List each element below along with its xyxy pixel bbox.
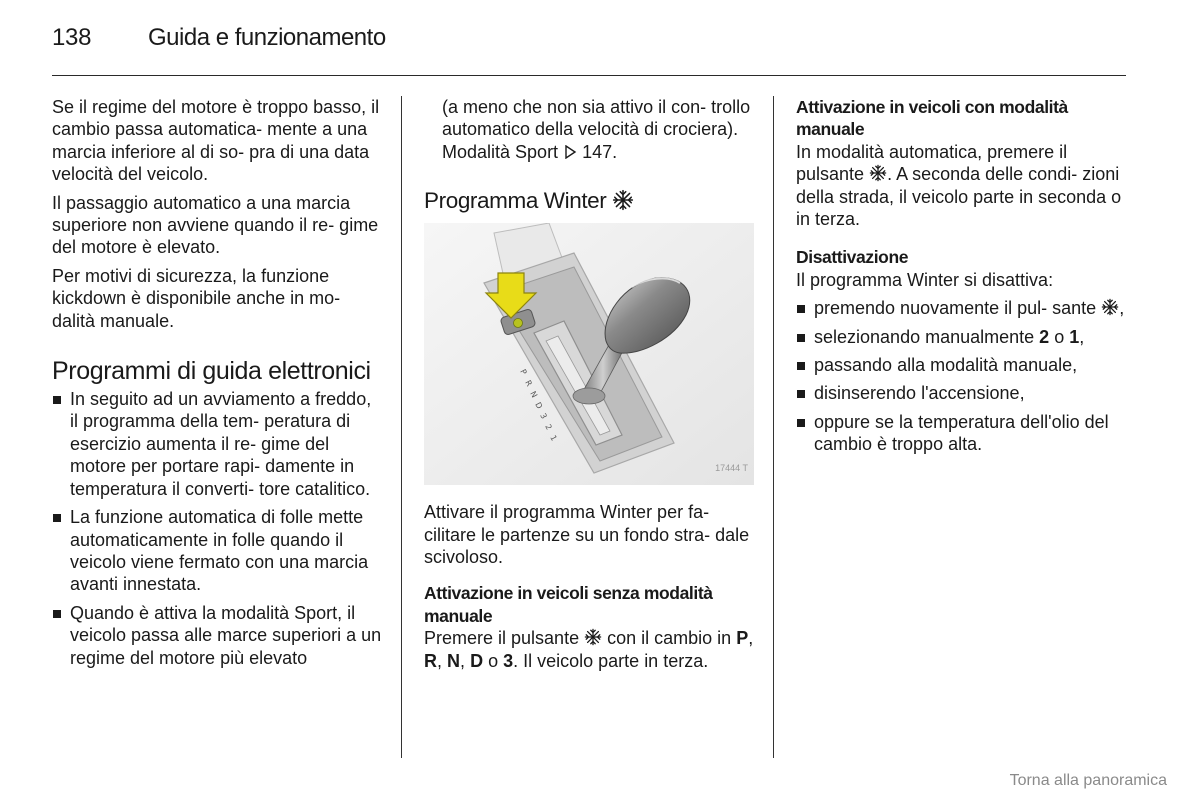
list-item-text: La funzione automatica di folle mette automaticamente in folle quando il veicolo viene fermato con una marcia avanti innestata. bbox=[70, 507, 369, 595]
gear-label-P: P bbox=[736, 628, 749, 649]
paragraph-deactivation-intro: Il programma Winter si disattiva: bbox=[796, 269, 1054, 290]
page-number: 138 bbox=[52, 24, 92, 51]
list-item-text: In seguito ad un avviamento a freddo, il programma della tem- peratura di esercizio aumenta il re- gime del motore per portare rapi- damente in temperatura il converti- tore catalitico. bbox=[70, 389, 372, 499]
subsection-title-deactivation: Disattivazione bbox=[796, 247, 909, 268]
gear-letter-3: 3 bbox=[538, 411, 549, 421]
gear-label-D: D bbox=[470, 650, 484, 671]
list-item-text: premendo nuovamente il pul- sante bbox=[814, 298, 1097, 319]
list-item-text: oppure se la temperatura dell'olio del cambio è troppo alta. bbox=[814, 411, 1109, 455]
bullet-square-icon bbox=[53, 514, 61, 522]
text-fragment: , bbox=[1079, 326, 1085, 347]
winter-indicator-light bbox=[514, 319, 523, 328]
bullet-square-icon bbox=[53, 396, 61, 404]
header-rule bbox=[52, 75, 1126, 76]
paragraph-without-manual bbox=[424, 627, 754, 672]
gear-letter-R: R bbox=[523, 378, 534, 389]
gear-selector-illustration bbox=[424, 223, 754, 485]
page-title: Guida e funzionamento bbox=[148, 24, 386, 51]
text-fragment: . A seconda delle condi- zioni della strada, il veicolo parte in seconda o in terza. bbox=[796, 164, 1122, 230]
deactivation-list bbox=[796, 297, 1126, 455]
column-3 bbox=[796, 96, 1126, 462]
gear-letter-N: N bbox=[528, 389, 539, 400]
bullet-square-icon bbox=[797, 334, 805, 342]
page-ref-arrow-icon bbox=[563, 145, 577, 159]
continuation-text: (a meno che non sia attivo il con- trollo automatico della velocità di crociera). Modalità Sport bbox=[442, 97, 751, 162]
snowflake-icon bbox=[869, 164, 887, 182]
list-item bbox=[796, 411, 1126, 456]
bullet-square-icon bbox=[797, 362, 805, 370]
figure-code: 17444 T bbox=[715, 462, 748, 473]
gear-label-3: 3 bbox=[503, 650, 514, 671]
bullet-square-icon bbox=[797, 305, 805, 313]
list-item-text: selezionando manualmente bbox=[814, 326, 1035, 347]
subsection-title-without-manual: Attivazione in veicoli senza modalità manuale bbox=[424, 583, 713, 626]
paragraph-upshift: Il passaggio automatico a una marcia superiore non avviene quando il re- gime del motore è elevato. bbox=[52, 192, 379, 258]
gear-label-2: 2 bbox=[1039, 326, 1050, 347]
paragraph-downshift: Se il regime del motore è troppo basso, il cambio passa automatica- mente a una marcia inferiore al di so- pra di una data velocità del veicolo. bbox=[52, 97, 380, 185]
text-fragment: con il cambio in bbox=[607, 628, 732, 649]
section-title-winter bbox=[424, 187, 754, 215]
column-divider-left bbox=[401, 96, 402, 758]
text-fragment: Premere il pulsante bbox=[424, 628, 580, 649]
text-fragment: , bbox=[1119, 298, 1125, 319]
text-fragment: In modalità automatica, premere il pulsante bbox=[796, 141, 1068, 185]
gear-selector-svg bbox=[424, 223, 754, 485]
page-reference[interactable]: 147. bbox=[582, 141, 618, 162]
gear-letter-P: P bbox=[518, 367, 529, 377]
list-item-text: passando alla modalità manuale, bbox=[814, 355, 1078, 376]
paragraph-kickdown: Per motivi di sicurezza, la funzione kickdown è disponibile anche in mo- dalità manuale. bbox=[52, 265, 341, 331]
gear-label-R: R bbox=[424, 650, 437, 671]
gear-label-N: N bbox=[447, 650, 461, 671]
subsection-title-with-manual: Attivazione in veicoli con modalità manuale bbox=[796, 97, 1068, 140]
bullet-square-icon bbox=[53, 610, 61, 618]
list-item bbox=[52, 388, 382, 500]
column-2 bbox=[424, 96, 754, 678]
snowflake-icon bbox=[1101, 298, 1119, 316]
list-item bbox=[52, 506, 382, 596]
snowflake-icon bbox=[584, 628, 602, 646]
programs-list bbox=[52, 388, 382, 669]
separator: , bbox=[460, 650, 466, 671]
list-item bbox=[796, 297, 1126, 319]
gear-letter-1: 1 bbox=[548, 433, 559, 443]
column-1 bbox=[52, 96, 382, 675]
list-item bbox=[796, 382, 1126, 404]
paragraph-winter-intro: Attivare il programma Winter per fa- cilitare le partenze su un fondo stra- dale scivoloso. bbox=[424, 502, 750, 568]
back-to-overview-link[interactable]: Torna alla panoramica bbox=[1009, 772, 1167, 789]
list-item bbox=[796, 326, 1126, 348]
separator: , bbox=[437, 650, 443, 671]
snowflake-icon bbox=[612, 189, 634, 211]
column-divider-right bbox=[773, 96, 774, 758]
gear-label-1: 1 bbox=[1069, 326, 1080, 347]
separator: o bbox=[488, 650, 499, 671]
text-fragment: . Il veicolo parte in terza. bbox=[513, 650, 709, 671]
list-item bbox=[52, 602, 382, 669]
list-item-text: disinserendo l'accensione, bbox=[814, 383, 1025, 404]
paragraph-continuation bbox=[442, 96, 754, 163]
section-title-winter-text: Programma Winter bbox=[424, 188, 607, 214]
list-item bbox=[796, 354, 1126, 376]
separator: , bbox=[748, 628, 754, 649]
separator: o bbox=[1054, 326, 1065, 347]
list-item-text: Quando è attiva la modalità Sport, il veicolo passa alle marce superiori a un regime del motore più elevato bbox=[70, 602, 382, 668]
paragraph-with-manual bbox=[796, 141, 1126, 231]
bullet-square-icon bbox=[797, 419, 805, 427]
gear-letter-2: 2 bbox=[543, 422, 554, 432]
bullet-square-icon bbox=[797, 390, 805, 398]
gear-letter-D: D bbox=[533, 400, 545, 411]
section-title-programs: Programmi di guida elettronici bbox=[52, 357, 371, 386]
